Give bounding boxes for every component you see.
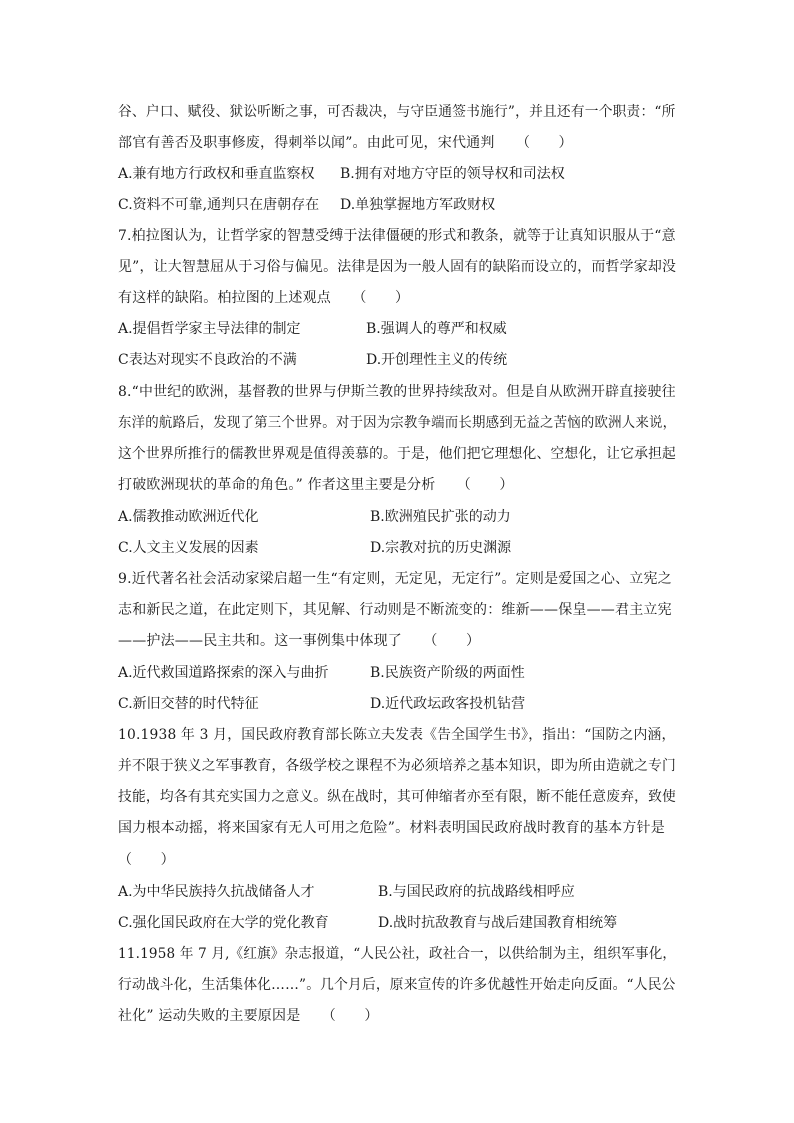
q7-stem-line-3: 有这样的缺陷。柏拉图的上述观点 （ ） bbox=[118, 290, 410, 306]
q7-option-d[interactable]: D.开创理性主义的传统 bbox=[366, 352, 508, 368]
q9-option-a[interactable]: A.近代救国道路探索的深入与曲折 bbox=[118, 665, 329, 681]
q6-option-d[interactable]: D.单独掌握地方军政财权 bbox=[340, 197, 496, 213]
q9-option-b[interactable]: B.民族资产阶级的两面性 bbox=[370, 665, 525, 681]
q9-option-c[interactable]: C.新旧交替的时代特征 bbox=[118, 696, 259, 712]
q8-stem-line-2: 东洋的航路后，发现了第三个世界。对于因为宗教争端而长期感到无益之苦恼的欧洲人来说， bbox=[118, 415, 677, 431]
q7-stem-line-2: 见”，让大智慧屈从于习俗与偏见。法律是因为一般人固有的缺陷而设立的，而哲学家却没 bbox=[118, 259, 677, 275]
q10-option-a[interactable]: A.为中华民族持久抗战储备人才 bbox=[118, 884, 315, 900]
q7-stem-line-1: 7.柏拉图认为，让哲学家的智慧受缚于法律僵硬的形式和教条，就等于让真知识服从于“意 bbox=[118, 228, 676, 244]
q9-option-d[interactable]: D.近代政坛政客投机钻营 bbox=[370, 696, 526, 712]
q11-stem-line-2: 行动战斗化，生活集体化……”。几个月后，原来宣传的许多优越性开始走向反面。“人民公 bbox=[118, 977, 676, 993]
q10-option-b[interactable]: B.与国民政府的抗战路线相呼应 bbox=[378, 884, 575, 900]
q8-option-c[interactable]: C.人文主义发展的因素 bbox=[118, 540, 259, 556]
q10-stem-line-3: 技能，均各有其充实国力之意义。纵在战时，其可伸缩者亦至有限，断不能任意废弃，致使 bbox=[118, 789, 677, 805]
q8-option-d[interactable]: D.宗教对抗的历史渊源 bbox=[370, 540, 512, 556]
q6-stem-line-1: 谷、户口、赋役、狱讼听断之事，可否裁决，与守臣通签书施行”，并且还有一个职责：“所 bbox=[118, 104, 676, 120]
q6-option-a[interactable]: A.兼有地方行政权和垂直监察权 bbox=[118, 166, 315, 182]
q8-option-a[interactable]: A.儒教推动欧洲近代化 bbox=[118, 509, 259, 525]
q11-stem-line-1: 11.1958 年 7 月,《红旗》杂志报道，“人民公社，政社合一，以供给制为主，组织军事化， bbox=[118, 946, 677, 962]
q6-stem-line-2: 部官有善否及职事修废，得刺举以闻”。由此可见，宋代通判 （ ） bbox=[118, 135, 573, 151]
q9-stem-line-1: 9.近代著名社会活动家梁启超一生“有定则，无定见，无定行”。定则是爱国之心、立宪之 bbox=[118, 571, 672, 587]
q10-stem-line-5: （ ） bbox=[118, 852, 175, 868]
q11-stem-line-3: 社化” 运动失败的主要原因是 （ ） bbox=[118, 1008, 379, 1024]
q9-stem-line-2: 志和新民之道，在此定则下，其见解、行动则是不断流变的：维新——保皇——君主立宪 bbox=[118, 602, 672, 618]
q7-option-a[interactable]: A.提倡哲学家主导法律的制定 bbox=[118, 321, 301, 337]
q9-stem-line-3: ——护法——民主共和。这一事例集中体现了 （ ） bbox=[118, 633, 481, 649]
q10-stem-line-4: 国力根本动摇，将来国家有无人可用之危险”。材料表明国民政府战时教育的基本方针是 bbox=[118, 820, 665, 836]
q8-stem-line-4: 打破欧洲现状的革命的角色。” 作者这里主要是分析 （ ） bbox=[118, 477, 514, 493]
q7-option-c[interactable]: C表达对现实不良政治的不满 bbox=[118, 352, 297, 368]
q7-option-b[interactable]: B.强调人的尊严和权威 bbox=[366, 321, 507, 337]
q10-option-c[interactable]: C.强化国民政府在大学的党化教育 bbox=[118, 915, 329, 931]
q6-option-c[interactable]: C.资料不可靠,通判只在唐朝存在 bbox=[118, 197, 320, 213]
q8-stem-line-3: 这个世界所推行的儒教世界观是值得羡慕的。于是，他们把它理想化、空想化，让它承担起 bbox=[118, 446, 677, 462]
q8-option-b[interactable]: B.欧洲殖民扩张的动力 bbox=[370, 509, 511, 525]
q10-stem-line-2: 并不限于狭义之军事教育，各级学校之课程不为必须培养之基本知识，即为所由造就之专门 bbox=[118, 758, 677, 774]
q10-option-d[interactable]: D.战时抗敌教育与战后建国教育相统筹 bbox=[378, 915, 618, 931]
q10-stem-line-1: 10.1938 年 3 月，国民政府教育部长陈立夫发表《告全国学生书》，指出：“国防之内涵， bbox=[118, 727, 676, 743]
q8-stem-line-1: 8.“中世纪的欧洲，基督教的世界与伊斯兰教的世界持续敌对。但是自从欧洲开辟直接驶往 bbox=[118, 384, 676, 400]
q6-option-b[interactable]: B.拥有对地方守臣的领导权和司法权 bbox=[340, 166, 565, 182]
